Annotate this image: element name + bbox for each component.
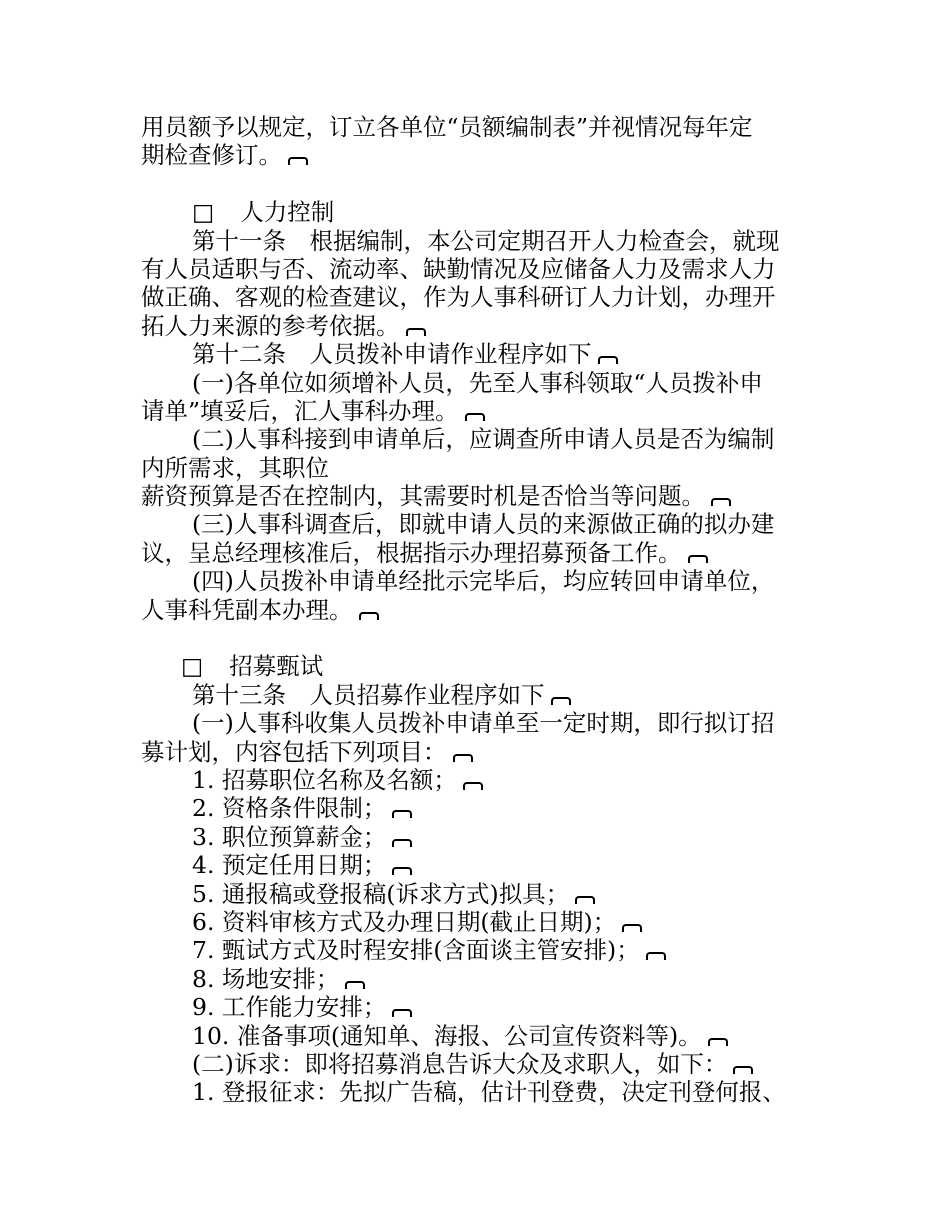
blank-line — [141, 624, 831, 652]
text-line — [141, 681, 831, 709]
line-text: (二)人事科接到申请单后，应调查所申请人员是否为编制 — [192, 425, 775, 454]
line-text: (三)人事科调查后，即就申请人员的来源做正确的拟办建 — [192, 510, 775, 539]
text-line — [141, 738, 831, 766]
line-text: 3. 职位预算薪金； — [192, 822, 387, 851]
line-text: (二)诉求：即将招募消息告诉大众及求职人，如下： — [192, 1049, 728, 1078]
line-text: 7. 甄试方式及时程安排(含面谈主管安排)； — [192, 936, 640, 965]
paragraph-mark-icon — [392, 839, 412, 847]
line-text: (一)各单位如须增补人员，先至人事科领取“人员拨补申 — [192, 368, 763, 397]
line-text: (一)人事科收集人员拨补申请单至一定时期，即行拟订招 — [192, 709, 775, 738]
text-line — [141, 936, 831, 964]
blank-line — [141, 170, 831, 198]
line-text: (四)人员拨补申请单经批示完毕后，均应转回申请单位， — [192, 567, 775, 596]
paragraph-mark-icon — [359, 612, 379, 620]
paragraph-mark-icon — [733, 1066, 753, 1074]
line-text: 第十一条 根据编制，本公司定期召开人力检查会，就现 — [192, 226, 780, 255]
text-line — [141, 908, 831, 936]
line-text: 期检查修订。 — [141, 141, 282, 170]
text-line — [141, 539, 831, 567]
checkbox-square-icon: □ — [192, 198, 215, 227]
paragraph-mark-icon — [575, 896, 595, 904]
paragraph-mark-icon — [288, 157, 308, 165]
paragraph-mark-icon — [622, 924, 642, 932]
text-line — [141, 425, 831, 453]
paragraph-mark-icon — [392, 1009, 412, 1017]
line-text: 有人员适职与否、流动率、缺勤情况及应储备人力及需求人力 — [141, 254, 776, 283]
text-line — [141, 454, 831, 482]
section-heading — [141, 198, 831, 226]
line-text: 第十三条 人员招募作业程序如下 — [192, 680, 545, 709]
paragraph-mark-icon — [551, 697, 571, 705]
checkbox-square-icon: □ — [181, 652, 204, 681]
text-line — [141, 255, 831, 283]
line-text: 1. 招募职位名称及名额； — [192, 765, 457, 794]
text-line — [141, 1078, 831, 1106]
text-line — [141, 283, 831, 311]
paragraph-mark-icon — [392, 810, 412, 818]
line-text: 请单”填妥后，汇人事科办理。 — [141, 396, 459, 425]
paragraph-mark-icon — [345, 981, 365, 989]
text-line — [141, 965, 831, 993]
text-line — [141, 227, 831, 255]
line-text: 募计划，内容包括下列项目： — [141, 737, 447, 766]
paragraph-mark-icon — [711, 498, 731, 506]
line-text: 内所需求，其职位 — [141, 453, 329, 482]
paragraph-mark-icon — [463, 782, 483, 790]
text-line — [141, 794, 831, 822]
line-text: 用员额予以规定，订立各单位“员额编制表”并视情况每年定 — [141, 113, 753, 141]
line-text: 10. 准备事项(通知单、海报、公司宣传资料等)。 — [192, 1021, 702, 1050]
line-text: 6. 资料审核方式及办理日期(截止日期)； — [192, 907, 617, 936]
paragraph-mark-icon — [598, 356, 618, 364]
paragraph-mark-icon — [708, 1038, 728, 1046]
line-text: 5. 通报稿或登报稿(诉求方式)拟具； — [192, 879, 570, 908]
line-text: 2. 资格条件限制； — [192, 794, 387, 823]
line-text: 拓人力来源的参考依据。 — [141, 311, 400, 340]
paragraph-mark-icon — [646, 952, 666, 960]
text-line — [141, 851, 831, 879]
line-text: 做正确、客观的检查建议，作为人事科研订人力计划，办理开 — [141, 283, 776, 312]
text-line — [141, 766, 831, 794]
line-text: 人力控制 — [240, 198, 335, 227]
paragraph-mark-icon — [465, 413, 485, 421]
text-line — [141, 141, 831, 169]
line-text: 人事科凭副本办理。 — [141, 595, 353, 624]
text-line — [141, 1050, 831, 1078]
line-text: 招募甄试 — [229, 652, 324, 681]
line-text: 议，呈总经理核准后，根据指示办理招募预备工作。 — [141, 538, 682, 567]
line-text: 1. 登报征求：先拟广告稿，估计刊登费，决定刊登何报、 — [192, 1078, 786, 1107]
text-line — [141, 596, 831, 624]
section-heading — [141, 652, 831, 680]
paragraph-mark-icon — [688, 555, 708, 563]
text-line — [141, 113, 831, 141]
text-line — [141, 482, 831, 510]
text-line — [141, 397, 831, 425]
paragraph-mark-icon — [453, 754, 473, 762]
text-line — [141, 312, 831, 340]
line-text: 8. 场地安排； — [192, 964, 340, 993]
text-line — [141, 567, 831, 595]
text-line — [141, 993, 831, 1021]
text-line — [141, 340, 831, 368]
line-text: 9. 工作能力安排； — [192, 993, 387, 1022]
text-line — [141, 823, 831, 851]
line-text: 4. 预定任用日期； — [192, 851, 387, 880]
paragraph-mark-icon — [406, 328, 426, 336]
text-line — [141, 709, 831, 737]
paragraph-mark-icon — [392, 867, 412, 875]
line-text: 薪资预算是否在控制内，其需要时机是否恰当等问题。 — [141, 482, 705, 511]
text-line — [141, 510, 831, 538]
line-text: 第十二条 人员拨补申请作业程序如下 — [192, 340, 592, 369]
text-line — [141, 1022, 831, 1050]
document-body — [141, 113, 831, 1107]
text-line — [141, 880, 831, 908]
text-line — [141, 369, 831, 397]
